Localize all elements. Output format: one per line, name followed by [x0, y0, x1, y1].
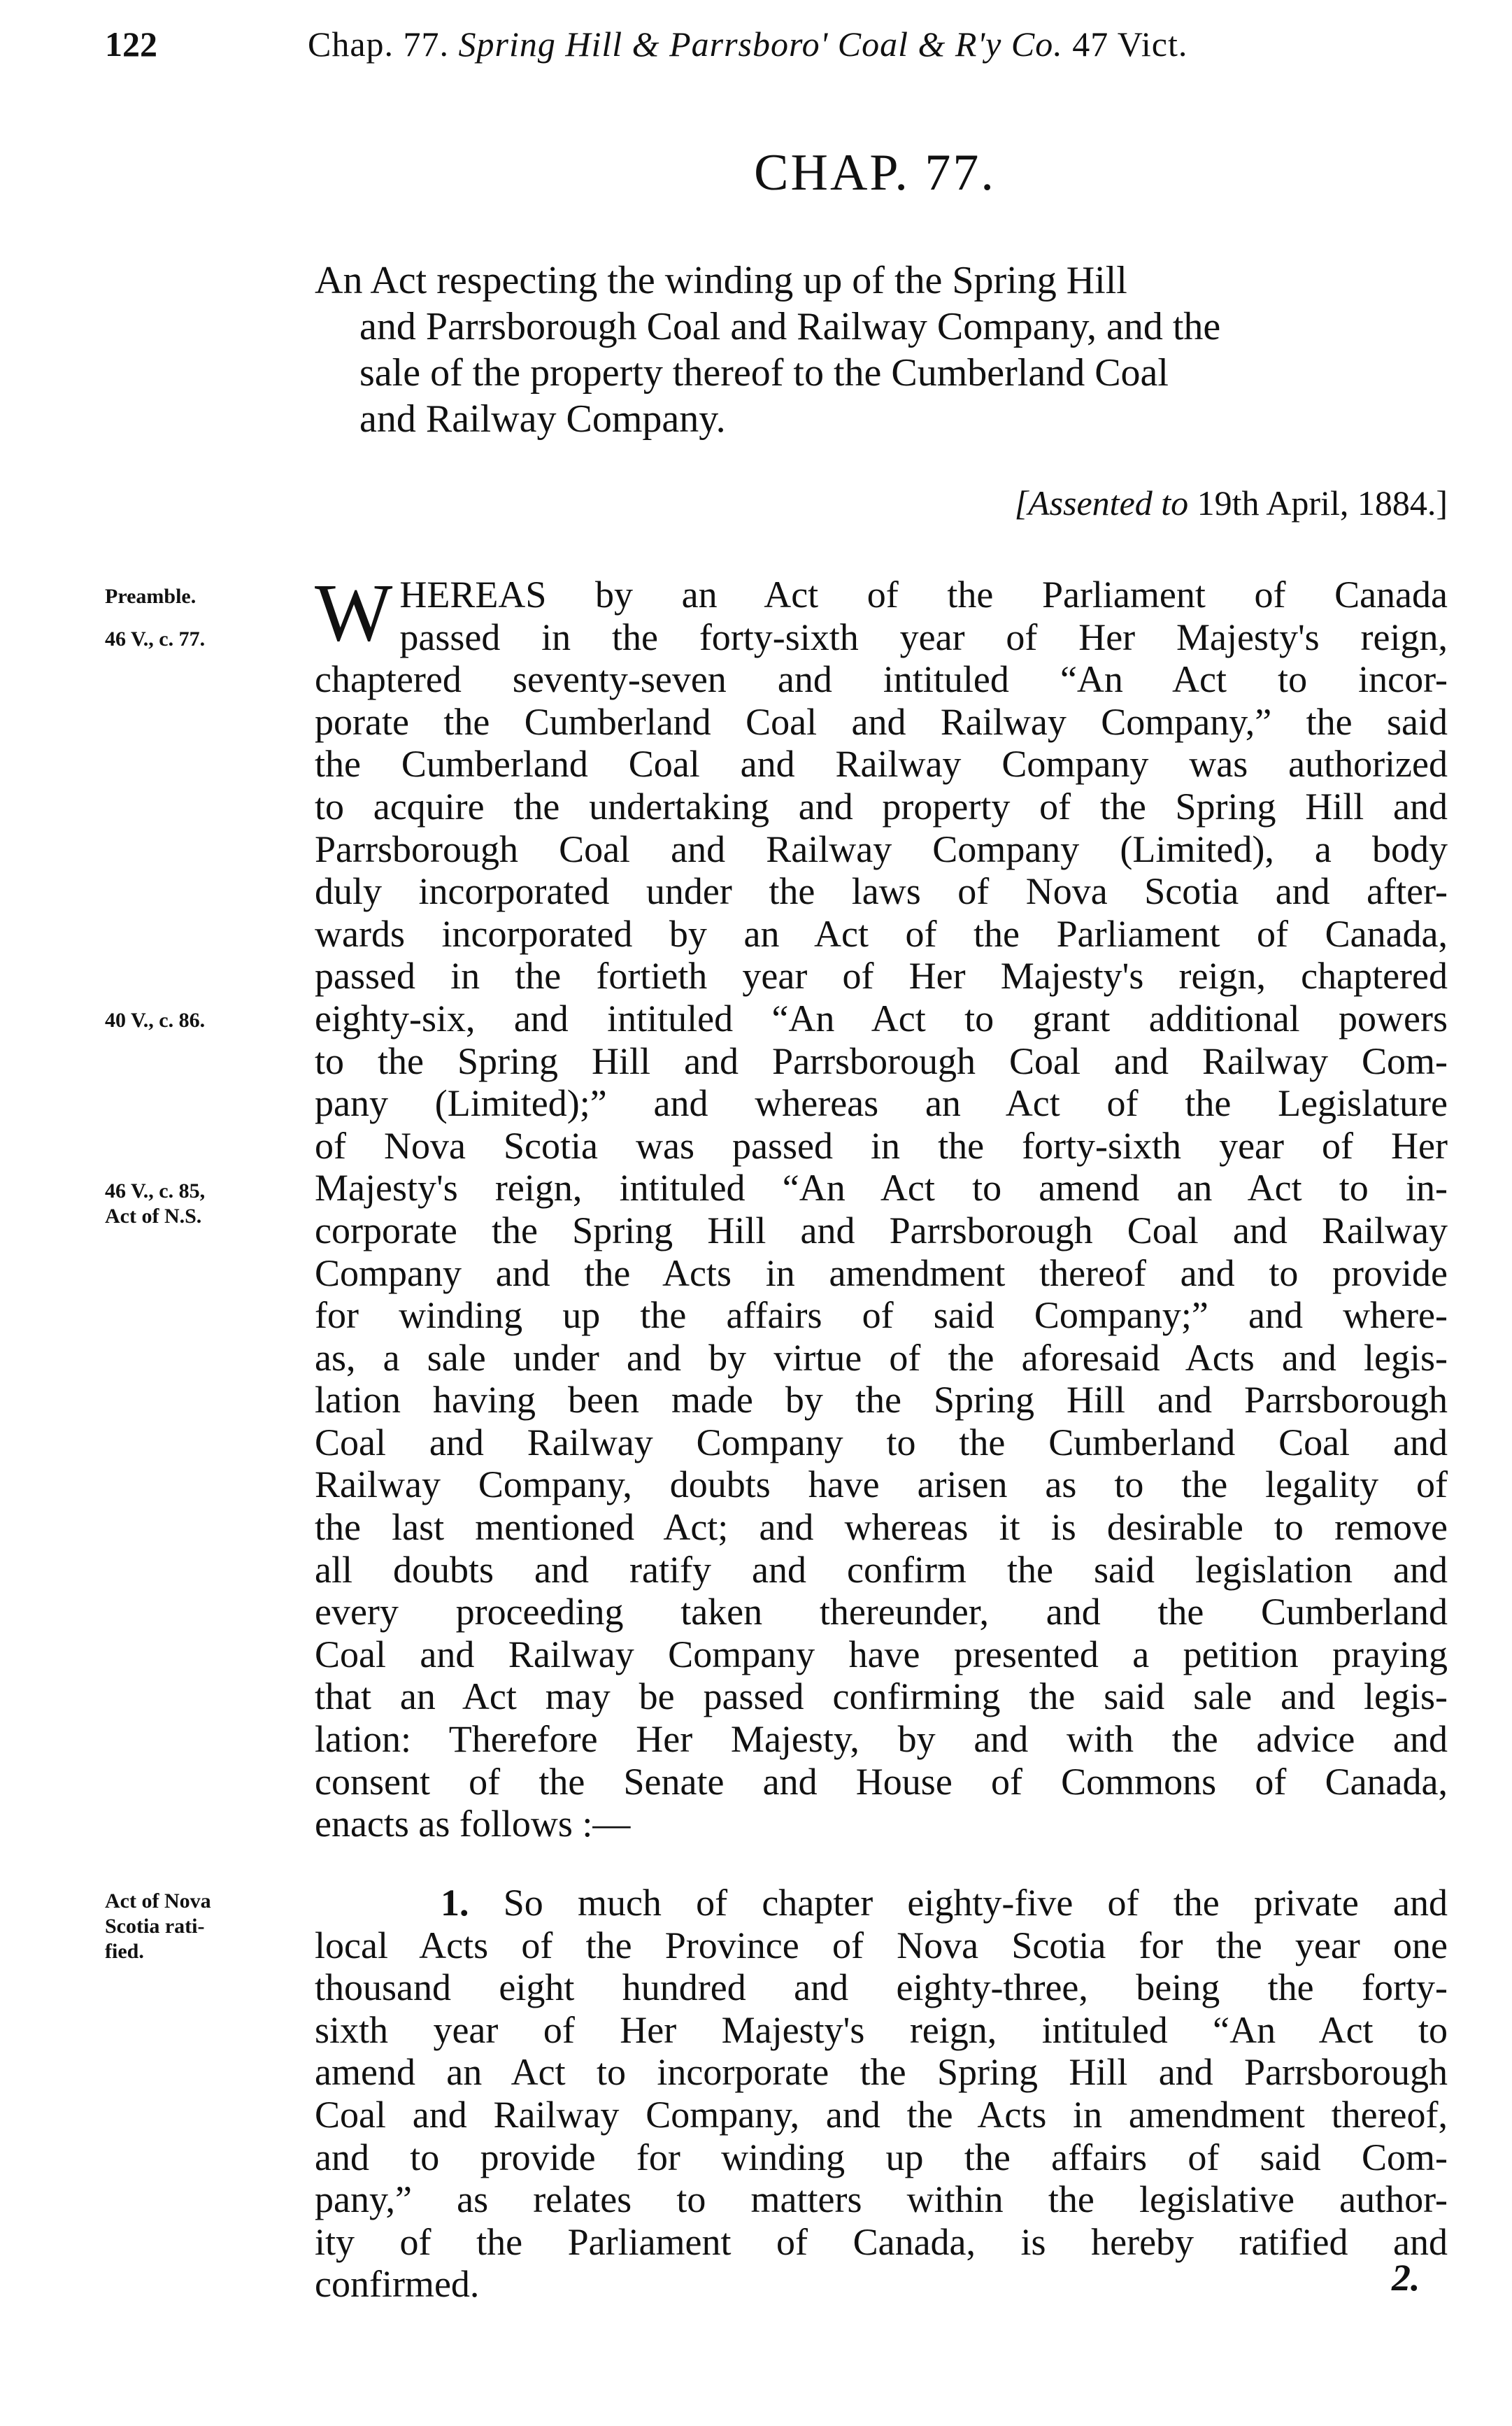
- preamble-line: wards incorporated by an Act of the Parliament of Canada,: [315, 912, 1448, 955]
- section-line: sixth year of Her Majesty's reign, intituled “An Act to: [315, 2008, 1448, 2051]
- long-title-line: and Railway Company.: [359, 397, 726, 441]
- running-regnal-year: 47 Vict.: [1072, 24, 1188, 64]
- margin-note-line: Act of Nova: [105, 1889, 211, 1913]
- preamble-line: duly incorporated under the laws of Nova Scotia and after-: [315, 870, 1448, 913]
- preamble-line: of Nova Scotia was passed in the forty-sixth year of Her: [315, 1124, 1448, 1167]
- section-1: [315, 1882, 1448, 2306]
- section-line: [315, 1882, 1448, 1924]
- section-number: 1.: [441, 1882, 469, 1924]
- section-first-line: So much of chapter eighty-five of the private and: [503, 1882, 1448, 1924]
- margin-note-line: fied.: [105, 1940, 144, 1963]
- preamble-line: Railway Company, doubts have arisen as to the legality of: [315, 1463, 1448, 1506]
- preamble-line: HEREAS by an Act of the Parliament of Canada: [399, 574, 1448, 616]
- margin-note-citation: [105, 1179, 287, 1229]
- preamble-line: for winding up the affairs of said Company;” and where-: [315, 1294, 1448, 1337]
- preamble-line: chaptered seventy-seven and intituled “An Act to incor-: [315, 658, 1448, 701]
- section-line: Coal and Railway Company, and the Acts in amendment thereof,: [315, 2093, 1448, 2136]
- assent-date: [832, 483, 1448, 523]
- chapter-heading: CHAP. 77.: [754, 144, 996, 201]
- long-title: [315, 257, 1448, 442]
- section-line: amend an Act to incorporate the Spring Hill and Parrsborough: [315, 2051, 1448, 2094]
- section-line: ity of the Parliament of Canada, is hereby ratified and: [315, 2220, 1448, 2263]
- preamble-line: Company and the Acts in amendment thereof and to provide: [315, 1251, 1448, 1294]
- preamble-line: eighty-six, and intituled “An Act to grant additional powers: [315, 997, 1448, 1040]
- preamble-line: to acquire the undertaking and property of the Spring Hill and: [315, 785, 1448, 828]
- assent-year: 1884.]: [1348, 483, 1448, 523]
- preamble-line: lation: Therefore Her Majesty, by and with the advice and: [315, 1718, 1448, 1761]
- catchword: 2.: [1392, 2257, 1420, 2299]
- margin-note-citation: 46 V., c. 77.: [105, 627, 206, 651]
- preamble-line: as, a sale under and by virtue of the aforesaid Acts and legis-: [315, 1336, 1448, 1379]
- margin-note-line: Act of N.S.: [105, 1205, 202, 1228]
- preamble-line: passed in the fortieth year of Her Majesty's reign, chaptered: [315, 955, 1448, 998]
- preamble-line: pany (Limited);” and whereas an Act of the Legislature: [315, 1082, 1448, 1125]
- margin-note-section-1: [105, 1889, 287, 1964]
- preamble-line: Coal and Railway Company to the Cumberland Coal and: [315, 1421, 1448, 1463]
- preamble-line: the Cumberland Coal and Railway Company was authorized: [315, 743, 1448, 786]
- margin-note-line: Scotia rati-: [105, 1915, 205, 1938]
- section-line: and to provide for winding up the affairs of said Com-: [315, 2136, 1448, 2178]
- running-title: [308, 24, 1188, 64]
- preamble-line: passed in the forty-sixth year of Her Majesty's reign,: [399, 616, 1448, 658]
- section-line: local Acts of the Province of Nova Scotia for the year one: [315, 1924, 1448, 1966]
- preamble-line: consent of the Senate and House of Commons of Canada,: [315, 1760, 1448, 1803]
- preamble-line: every proceeding taken thereunder, and the Cumberland: [315, 1591, 1448, 1633]
- long-title-line: and Parrsborough Coal and Railway Company, and the: [359, 305, 1221, 348]
- section-line: confirmed.: [315, 2263, 480, 2306]
- drop-cap: W: [315, 567, 393, 658]
- preamble-line: corporate the Spring Hill and Parrsborough Coal and Railway: [315, 1209, 1448, 1251]
- preamble-line: to the Spring Hill and Parrsborough Coal and Railway Com-: [315, 1040, 1448, 1082]
- preamble-line: Majesty's reign, intituled “An Act to amend an Act to in-: [315, 1167, 1448, 1210]
- section-line: thousand eight hundred and eighty-three, being the forty-: [315, 1966, 1448, 2009]
- preamble-line: the last mentioned Act; and whereas it is desirable to remove: [315, 1506, 1448, 1549]
- preamble-line: all doubts and ratify and confirm the said legislation and: [315, 1548, 1448, 1591]
- preamble-line: Coal and Railway Company have presented a petition praying: [315, 1633, 1448, 1675]
- preamble-line: Parrsborough Coal and Railway Company (Limited), a body: [315, 828, 1448, 870]
- section-line: pany,” as relates to matters within the legislative author-: [315, 2178, 1448, 2221]
- running-head: [105, 24, 1434, 73]
- preamble-line: that an Act may be passed confirming the said sale and legis-: [315, 1675, 1448, 1718]
- long-title-line: An Act respecting the winding up of the Spring Hill: [315, 259, 1127, 302]
- preamble-line: lation having been made by the Spring Hill and Parrsborough: [315, 1379, 1448, 1421]
- assent-day: 19th April,: [1197, 483, 1349, 523]
- assent-prefix: [Assented to: [1014, 483, 1197, 523]
- margin-note-line: 46 V., c. 85,: [105, 1179, 206, 1203]
- preamble: [315, 567, 1448, 1845]
- running-chap: Chap. 77.: [308, 24, 450, 64]
- running-act-name: Spring Hill & Parrsboro' Coal & R'y Co.: [458, 24, 1063, 64]
- preamble-line: enacts as follows :—: [315, 1803, 631, 1845]
- long-title-line: sale of the property thereof to the Cumberland Coal: [359, 351, 1169, 395]
- margin-note-preamble: Preamble.: [105, 585, 197, 608]
- preamble-line: porate the Cumberland Coal and Railway Company,” the said: [315, 700, 1448, 743]
- page-number: 122: [105, 24, 157, 64]
- margin-note-citation: 40 V., c. 86.: [105, 1009, 206, 1032]
